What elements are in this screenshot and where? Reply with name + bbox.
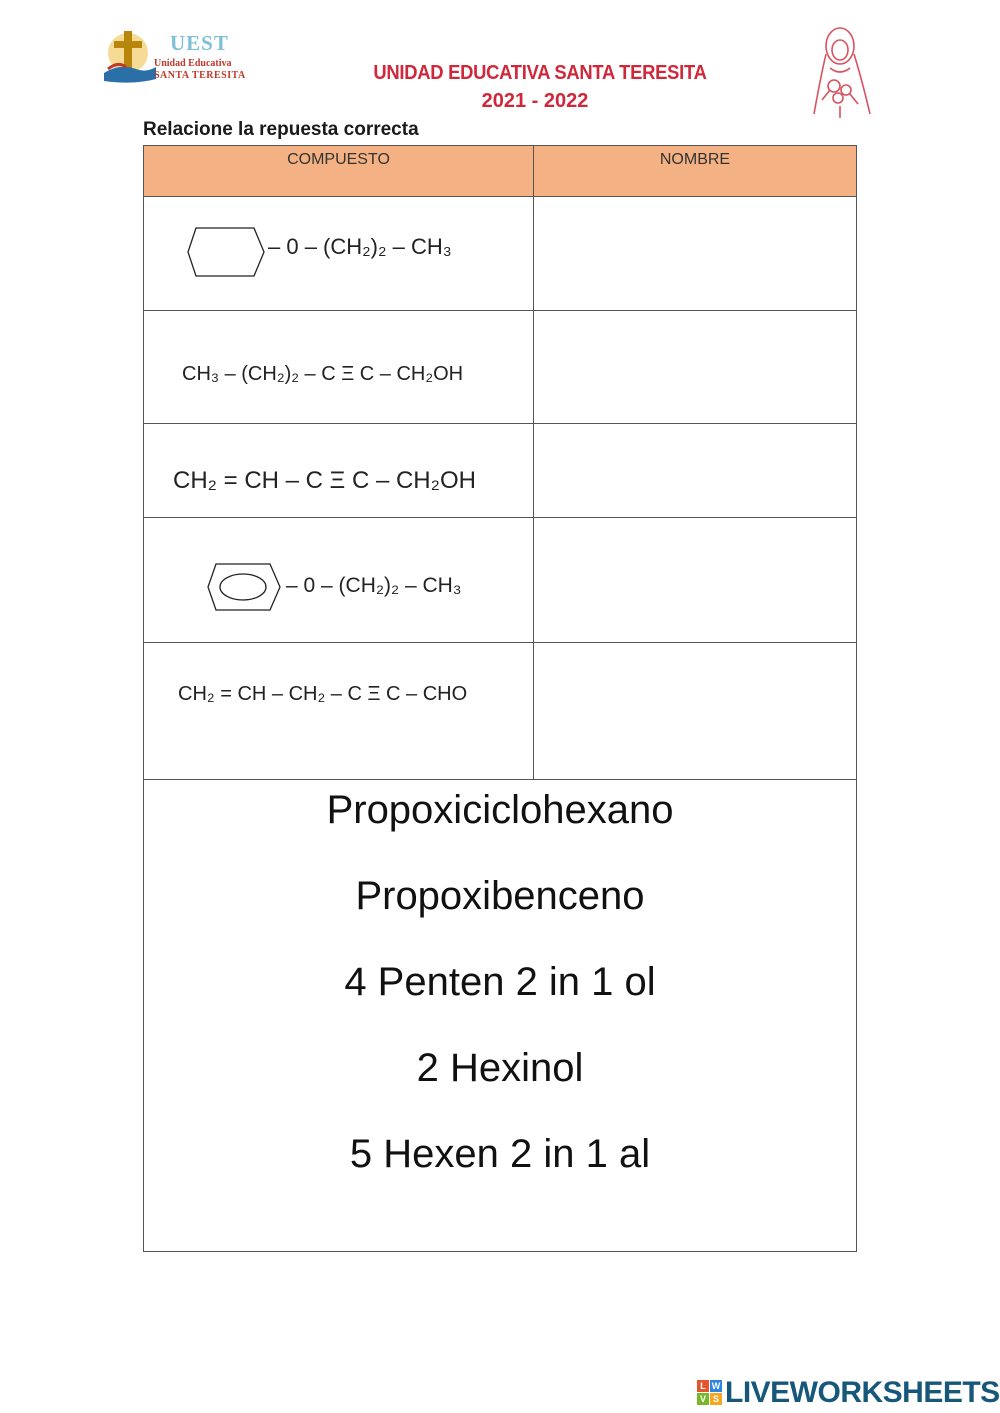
compound-formula: – 0 – (CH₂)₂ – CH₃	[286, 574, 462, 597]
brand-grid-letter: S	[710, 1393, 722, 1405]
answer-option[interactable]: 2 Hexinol	[416, 1046, 584, 1090]
school-year: 2021 - 2022	[481, 90, 589, 112]
compound-formula: CH₂ = CH – CH₂ – C Ξ C – CHO	[178, 683, 468, 705]
compound-formula: CH₂ = CH – C Ξ C – CH₂OH	[173, 467, 476, 494]
table-row	[144, 311, 856, 424]
school-name: UNIDAD EDUCATIVA SANTA TERESITA	[373, 62, 707, 84]
answer-option[interactable]: Propoxibenceno	[355, 874, 645, 918]
answer-option[interactable]: Propoxiciclohexano	[326, 788, 674, 832]
compound-cell	[144, 197, 534, 310]
compound-cell	[144, 643, 534, 779]
brand-grid-letter: W	[711, 1381, 721, 1391]
compound-cell	[144, 311, 534, 423]
table-row	[144, 643, 856, 780]
column-header-nombre: NOMBRE	[534, 146, 856, 197]
cross-logo-icon	[100, 25, 160, 87]
compound-formula: CH₃ – (CH₂)₂ – C Ξ C – CH₂OH	[182, 363, 464, 385]
name-drop-cell[interactable]	[534, 518, 856, 642]
compound-cell	[144, 424, 534, 517]
table-row	[144, 518, 856, 643]
name-drop-cell[interactable]	[534, 311, 856, 423]
brand-grid-letter: V	[697, 1393, 709, 1405]
brand-grid-icon	[697, 1380, 723, 1406]
instruction-text: Relacione la repuesta correcta	[143, 119, 419, 140]
name-drop-cell[interactable]	[534, 424, 856, 517]
saint-portrait-icon	[800, 20, 882, 120]
answer-option[interactable]: 5 Hexen 2 in 1 al	[349, 1132, 651, 1176]
brand-wordmark: LIVEWORKSHEETS	[725, 1376, 1000, 1409]
name-drop-cell[interactable]	[534, 643, 856, 779]
answer-option[interactable]: 4 Penten 2 in 1 ol	[344, 960, 656, 1004]
logo-subtitle-2: SANTA TERESITA	[154, 70, 246, 81]
compound-formula: – 0 – (CH₂)₂ – CH₃	[268, 234, 452, 259]
column-header-compuesto: COMPUESTO	[144, 146, 534, 197]
table-row	[144, 424, 856, 518]
benzene-ring-icon	[206, 562, 282, 612]
compound-cell	[144, 518, 534, 642]
school-logo	[100, 25, 260, 87]
brand-grid-letter: L	[697, 1380, 709, 1392]
logo-title: UEST	[170, 31, 229, 55]
cyclohexane-ring-icon	[186, 226, 266, 278]
matching-table	[143, 145, 857, 1252]
logo-subtitle-1: Unidad Educativa	[154, 58, 232, 69]
table-row	[144, 197, 856, 311]
name-drop-cell[interactable]	[534, 197, 856, 310]
